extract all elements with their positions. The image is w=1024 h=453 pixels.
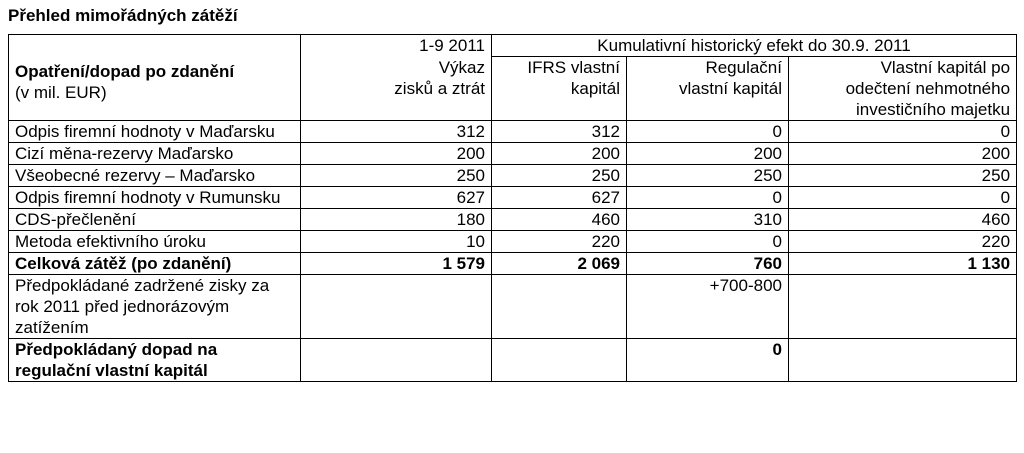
header-col-1 bbox=[301, 57, 492, 121]
cell-regulatory: 0 bbox=[627, 339, 789, 382]
header-col-2 bbox=[492, 57, 627, 121]
cell-ifrs: 220 bbox=[492, 231, 627, 253]
row-label: Metoda efektivního úroku bbox=[9, 231, 301, 253]
cell-regulatory: 760 bbox=[627, 253, 789, 275]
row-label: Celková zátěž (po zdanění) bbox=[9, 253, 301, 275]
cell-tangible: 0 bbox=[789, 187, 1017, 209]
header-col-4 bbox=[789, 57, 1017, 121]
cell-tangible: 200 bbox=[789, 143, 1017, 165]
row-label: CDS-přečlenění bbox=[9, 209, 301, 231]
cell-tangible: 0 bbox=[789, 121, 1017, 143]
cell-regulatory: 0 bbox=[627, 187, 789, 209]
header-col-4-line: Vlastní kapitál po bbox=[880, 58, 1011, 77]
row-label: Předpokládaný dopad na regulační vlastní kapitál bbox=[9, 339, 301, 382]
extraordinary-charges-table bbox=[8, 34, 1017, 382]
table-row bbox=[9, 187, 1017, 209]
row-label: Cizí měna-rezervy Maďarsko bbox=[9, 143, 301, 165]
header-label-sub: (v mil. EUR) bbox=[15, 82, 107, 102]
table-row bbox=[9, 121, 1017, 143]
table-row bbox=[9, 143, 1017, 165]
row-label: Odpis firemní hodnoty v Rumunsku bbox=[9, 187, 301, 209]
cell-ifrs: 250 bbox=[492, 165, 627, 187]
cell-pl bbox=[301, 275, 492, 339]
cell-regulatory: 250 bbox=[627, 165, 789, 187]
total-row bbox=[9, 253, 1017, 275]
cell-ifrs: 627 bbox=[492, 187, 627, 209]
cell-regulatory: 200 bbox=[627, 143, 789, 165]
cell-ifrs: 312 bbox=[492, 121, 627, 143]
cell-pl: 312 bbox=[301, 121, 492, 143]
header-period-2: Kumulativní historický efekt do 30.9. 2011 bbox=[492, 35, 1017, 57]
cell-regulatory: +700-800 bbox=[627, 275, 789, 339]
cell-ifrs bbox=[492, 339, 627, 382]
header-label-bold: Opatření/dopad po zdanění bbox=[15, 61, 235, 81]
cell-tangible: 460 bbox=[789, 209, 1017, 231]
header-col-4-line: investičního majetku bbox=[856, 100, 1011, 119]
header-col-2-line: kapitál bbox=[570, 79, 620, 98]
header-col-2-line: IFRS vlastní bbox=[527, 58, 620, 77]
cell-tangible bbox=[789, 339, 1017, 382]
header-col-3 bbox=[627, 57, 789, 121]
table-row bbox=[9, 209, 1017, 231]
header-col-1-line: Výkaz bbox=[438, 57, 485, 77]
header-col-4-line: odečtení nehmotného bbox=[845, 79, 1011, 98]
cell-ifrs: 460 bbox=[492, 209, 627, 231]
row-label: Všeobecné rezervy – Maďarsko bbox=[9, 165, 301, 187]
cell-pl: 250 bbox=[301, 165, 492, 187]
header-period-1: 1-9 2011 bbox=[301, 35, 492, 57]
cell-pl bbox=[301, 339, 492, 382]
row-label: Předpokládané zadržené zisky za rok 2011 před jednorázovým zatížením bbox=[9, 275, 301, 339]
header-col-1-line: zisků a ztrát bbox=[394, 78, 485, 98]
cell-regulatory: 310 bbox=[627, 209, 789, 231]
regulatory-impact-row bbox=[9, 339, 1017, 382]
page-title: Přehled mimořádných zátěží bbox=[8, 6, 238, 25]
cell-ifrs: 2 069 bbox=[492, 253, 627, 275]
table-row bbox=[9, 165, 1017, 187]
cell-tangible: 1 130 bbox=[789, 253, 1017, 275]
cell-regulatory: 0 bbox=[627, 121, 789, 143]
retained-earnings-row bbox=[9, 275, 1017, 339]
cell-pl: 627 bbox=[301, 187, 492, 209]
cell-tangible: 250 bbox=[789, 165, 1017, 187]
header-row-periods bbox=[9, 35, 1017, 57]
row-label: Odpis firemní hodnoty v Maďarsku bbox=[9, 121, 301, 143]
cell-pl: 1 579 bbox=[301, 253, 492, 275]
cell-ifrs bbox=[492, 275, 627, 339]
cell-pl: 200 bbox=[301, 143, 492, 165]
cell-tangible bbox=[789, 275, 1017, 339]
table-row bbox=[9, 231, 1017, 253]
header-col-3-line: vlastní kapitál bbox=[679, 79, 782, 98]
cell-tangible: 220 bbox=[789, 231, 1017, 253]
cell-ifrs: 200 bbox=[492, 143, 627, 165]
cell-regulatory: 0 bbox=[627, 231, 789, 253]
header-col-3-line: Regulační bbox=[705, 58, 782, 77]
header-row-label bbox=[9, 35, 301, 121]
cell-pl: 10 bbox=[301, 231, 492, 253]
cell-pl: 180 bbox=[301, 209, 492, 231]
